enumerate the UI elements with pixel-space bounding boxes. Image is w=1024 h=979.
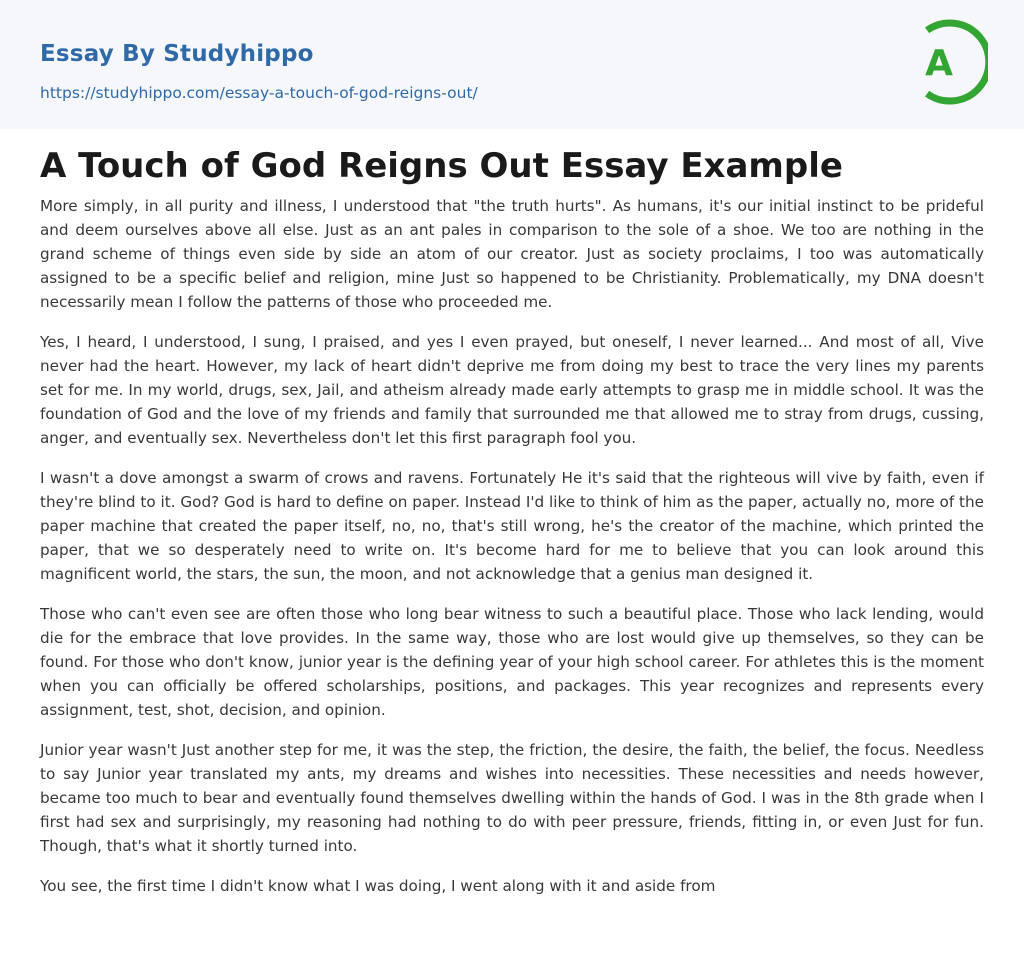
paragraph: Those who can't even see are often those who long bear witness to such a beautiful place. Those who lack lending, would die for the embrace that love provides. In the same way, those who are lost would give up themselves, so they can be found. For those who don't know, junior year is the defining year of your high school career. For athletes this is the moment when you can officially be offered scholarships, positions, and packages. This year recognizes and represents every assignment, test, shot, decision, and opinion. (40, 605, 984, 719)
site-header (0, 0, 1024, 129)
paragraph: More simply, in all purity and illness, I understood that "the truth hurts". As humans, it's our initial instinct to be prideful and deem ourselves above all else. Just as an ant pales in comparison to the sole of a shoe. We too are nothing in the grand scheme of things even side by side an atom of our creator. Just as society proclaims, I too was automatically assigned to be a specific belief and religion, mine Just so happened to be Christianity. Problematically, my DNA doesn't necessarily mean I follow the patterns of those who proceeded me. (40, 197, 984, 311)
paragraph: You see, the first time I didn't know what I was doing, I went along with it and aside from (40, 877, 716, 895)
essay-body (40, 194, 984, 914)
paragraph: I wasn't a dove amongst a swarm of crows and ravens. Fortunately He it's said that the righteous will vive by faith, even if they're blind to it. God? God is hard to define on paper. Instead I'd like to think of him as the paper, actually no, more of the paper machine that created the paper itself, no, no, that's still wrong, he's the creator of the machine, which printed the paper, that we so desperately need to write on. It's become hard for me to believe that you can look around this magnificent world, the stars, the sun, the moon, and not acknowledge that a genius man designed it. (40, 469, 984, 583)
studyhippo-logo-icon[interactable] (912, 18, 988, 106)
logo-letter: A (925, 43, 953, 84)
paragraph: Yes, I heard, I understood, I sung, I praised, and yes I even prayed, but oneself, I never learned... And most of all, Vive never had the heart. However, my lack of heart didn't deprive me from doing my best to trace the very lines my parents set for me. In my world, drugs, sex, Jail, and atheism already made early attempts to grasp me in middle school. It was the foundation of God and the love of my friends and family that surrounded me that allowed me to stray from drugs, cussing, anger, and eventually sex. Nevertheless don't let this first paragraph fool you. (40, 333, 984, 447)
page-url[interactable]: https://studyhippo.com/essay-a-touch-of-god-reigns-out/ (40, 84, 478, 102)
site-brand[interactable]: Essay By Studyhippo (40, 41, 314, 67)
page-title: A Touch of God Reigns Out Essay Example (40, 146, 843, 186)
paragraph: Junior year wasn't Just another step for me, it was the step, the friction, the desire, the faith, the belief, the focus. Needless to say Junior year translated my ants, my dreams and wishes into necessities. These necessities and needs however, became too much to bear and eventually found themselves dwelling within the hands of God. I was in the 8th grade when I first had sex and surprisingly, my reasoning had nothing to do with peer pressure, friends, fitting in, or even Just for fun. Though, that's what it shortly turned into. (40, 741, 984, 855)
